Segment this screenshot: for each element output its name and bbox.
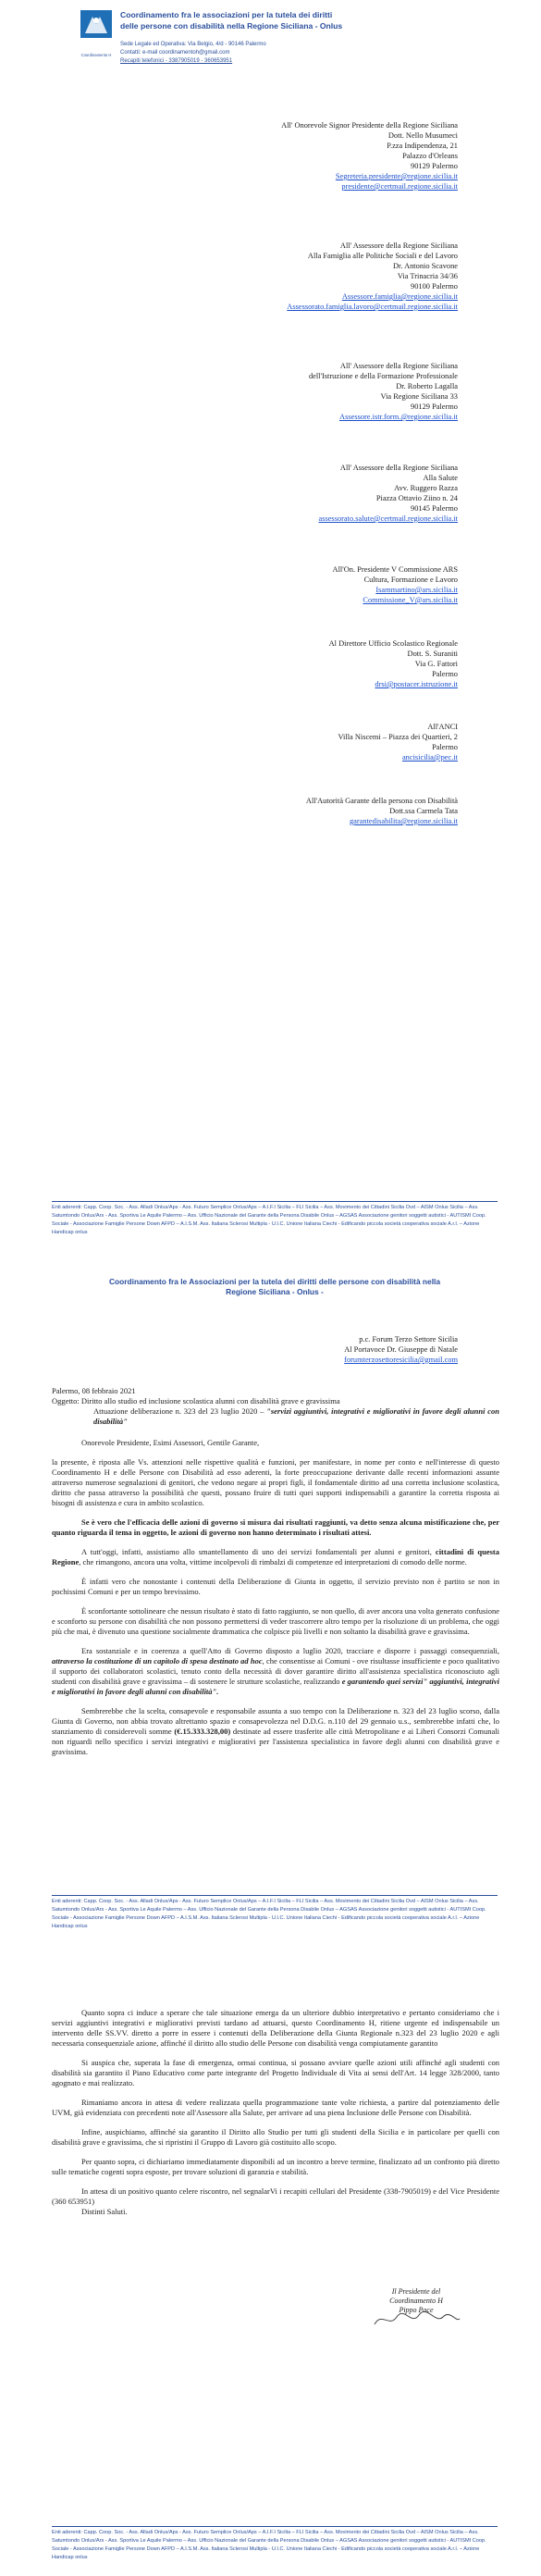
signature-title: Il Presidente del	[391, 2287, 441, 2296]
subject-line: Oggetto: Diritto allo studio ed inclusione scolastica alunni con disabilità grave e gravissima	[52, 1396, 340, 1406]
recipient-line: Palazzo d'Orleans	[402, 152, 458, 160]
paragraph-3c: , che rimangono, ancora una volta, vittime incolpevoli di rimbalzi di competenze ed interpretazioni di comodo delle norme.	[79, 1557, 467, 1567]
paragraph-13: In attesa di un positivo quanto celere riscontro, nel segnalarVi i recapiti cellulari del Presidente (338-7905019) e del Vice Presidente (360 653951)	[52, 2186, 499, 2206]
recipient-line: All' Assessore della Regione Siciliana	[339, 464, 458, 472]
letter-page-1	[0, 0, 541, 1258]
paragraph-9: Si auspica che, superata la fase di emergenza, ormai continua, si possano avviare quelle azioni utili affinché agli studenti con disabilità sia garantito il Piano Educativo come parte integrante del Progetto Individuale di Vita ai sensi dell'Art. 14 legge 328/2000, tanto agognato e mai realizzato.	[52, 2058, 499, 2087]
paragraph-6d: e garantendo quei servizi" aggiuntivi, integrativi e migliorativi in favore degli alunni con disabilità".	[52, 1677, 499, 1696]
contact-email[interactable]: Contatti: e-mail coordinamentoh@gmail.com	[120, 50, 230, 56]
recipient-email-link[interactable]: Commissione_V@ars.sicilia.it	[363, 596, 458, 604]
subject-detail-text: Attuazione deliberazione n. 323 del 23 luglio 2020 –	[93, 1406, 267, 1416]
recipient-line: All' Assessore della Regione Siciliana	[339, 362, 458, 370]
recipient-line: Palermo	[432, 743, 458, 751]
paragraph-6a: Era sostanziale e in coerenza a quell'Atto di Governo disposto a luglio 2020, tracciare e disporre i passaggi consequenziali,	[81, 1646, 499, 1655]
letter-body-part1	[52, 1386, 499, 1766]
recipient-line: All'Autorità Garante della persona con Disabilità	[305, 797, 458, 805]
recipient-line: Via Regione Siciliana 33	[380, 392, 458, 401]
recipient-email-link[interactable]: Segreteria.presidente@regione.sicilia.it	[335, 172, 458, 180]
recipient-line: All'On. Presidente V Commissione ARS	[332, 565, 458, 574]
paragraph-5: È sconfortante sottolineare che nessun risultato è stato di fatto raggiunto, se non quello, di aver ancora una volta generato confusione e sconforto su persone con disabilità che non possono permettersi di veder trascorrere altro tempo per la risoluzione di un problema, che oggi più che mai, è divenuto una questione socialmente drammatica che colpisce più livelli e non soltanto la disabilità grave e gravissima.	[52, 1606, 499, 1636]
paragraph-3	[52, 1547, 499, 1567]
footer-divider	[52, 1201, 498, 1202]
recipient-line: P.zza Indipendenza, 21	[387, 142, 458, 150]
recipient-block	[329, 638, 458, 689]
contact-phones: Recapiti telefonici - 3387905019 - 360653951	[120, 58, 233, 64]
cc-block	[344, 1334, 458, 1365]
signature-name: Pippo Pace	[399, 2306, 434, 2314]
recipient-line: 90145 Palermo	[411, 504, 458, 513]
page2-header-line1: Coordinamento fra le Associazioni per la tutela dei diritti delle persone con disabilità nella	[108, 1277, 441, 1286]
recipient-line: All' Assessore della Regione Siciliana	[339, 242, 458, 250]
page2-header-line2: Regione Siciliana - Onlus -	[226, 1287, 324, 1296]
recipient-email-link[interactable]: assessorato.salute@certmail.regione.sicilia.it	[318, 514, 458, 523]
paragraph-7a: Sembrerebbe che la scelta, consapevole e responsabile assunta a suo tempo con la Deliberazione n. 323 del 23 luglio scorso, dalla Giunta di Governo, non abbia trovato altrettanto spazio e consapevolezza nel D.D.G. n.110 del 29 gennaio u.s., sembrerebbe infatti che, lo stanziamento di considerevoli somme	[52, 1706, 499, 1736]
member-associations-footer-2: Enti aderenti: Capp. Coop. Soc. - Ass. Alladi Onlus/Aps - Ass. Futuro Semplice Onlus/Aps – A.I.F.I Sicilia – FLI Sicilia – Ass. Movimento dei Cittadini Sicilia Ovd – AISM Onlus Sicilia – Ass. Satumtondo Onlus/Ars - Ass. Sportiva Le Aquile Palermo – Ass. Ufficio Nazionale del Garante della Persona Disabile Onlus – AGSAS Associazione genitori soggetti autistici - AUTISMI Coop. Sociale - Associazione Famiglie Persone Down AFPD – A.I.S.M. Ass. Italiana Sclerosi Multipla - U.I.C. Unione Italiana Ciechi - Edificando piccola società cooperativa sociale A.r.l. – Azione Handicap onlus	[52, 1899, 486, 1929]
recipient-line: Cultura, Formazione e Lavoro	[363, 576, 458, 584]
subject-detail-quote: "servizi aggiuntivi, integrativi e migliorativi in favore degli alunni con disabilità"	[93, 1406, 499, 1426]
recipient-line: dell'Istruzione e della Formazione Professionale	[308, 372, 458, 380]
signature-block	[365, 2287, 467, 2315]
recipient-line: Alla Famiglia alle Politiche Sociali e del Lavoro	[307, 252, 458, 260]
signature-org: Coordinamento H	[389, 2297, 443, 2305]
member-associations-footer: Enti aderenti: Capp. Coop. Soc. - Ass. Alladi Onlus/Aps - Ass. Futuro Semplice Onlus/Aps – A.I.F.I Sicilia – FLI Sicilia – Ass. Movimento dei Cittadini Sicilia Ovd – AISM Onlus Sicilia – Ass. Satumtondo Onlus/Ars - Ass. Sportiva Le Aquile Palermo – Ass. Ufficio Nazionale del Garante della Persona Disabile Onlus – AGSAS Associazione genitori soggetti autistici - AUTISMI Coop. Sociale - Associazione Famiglie Persone Down AFPD – A.I.S.M. Ass. Italiana Sclerosi Multipla - U.I.C. Unione Italiana Ciechi - Edificando piccola società cooperativa sociale A.r.l. – Azione Handicap onlus	[52, 1205, 486, 1235]
footer-divider-3	[52, 2526, 498, 2527]
paragraph-6	[52, 1646, 499, 1697]
organization-address	[120, 41, 398, 66]
recipient-line: Al Direttore Ufficio Scolastico Regionale	[328, 639, 458, 648]
recipient-line: Dr. Antonio Scavone	[392, 262, 458, 270]
org-title-line1: Coordinamento fra le associazioni per la tutela dei diritti	[120, 10, 333, 19]
paragraph-3a: A tutt'oggi, infatti, assistiamo allo smantellamento di uno dei servizi fondamentali per alunni e genitori,	[81, 1547, 436, 1556]
recipient-line: Dott.ssa Carmela Tata	[389, 807, 458, 815]
letter-page-2	[0, 1258, 541, 2576]
recipient-block	[318, 463, 458, 524]
member-associations-footer-3: Enti aderenti: Capp. Coop. Soc. - Ass. Alladi Onlus/Aps - Ass. Futuro Semplice Onlus/Aps – A.I.F.I Sicilia – FLI Sicilia – Ass. Movimento dei Cittadini Sicilia Ovd – AISM Onlus Sicilia – Ass. Satumtondo Onlus/Ars - Ass. Sportiva Le Aquile Palermo – Ass. Ufficio Nazionale del Garante della Persona Disabile Onlus – AGSAS Associazione genitori soggetti autistici - AUTISMI Coop. Sociale - Associazione Famiglie Persone Down AFPD – A.I.S.M. Ass. Italiana Sclerosi Multipla - U.I.C. Unione Italiana Ciechi - Edificando piccola società cooperativa sociale A.r.l. – Azione Handicap onlus	[52, 2530, 486, 2560]
letterhead	[0, 0, 541, 109]
paragraph-8: Quanto sopra ci induce a sperare che tale situazione emerga da un ulteriore dubbio interpretativo e pertanto consideriamo che i servizi aggiuntivi integrativi e migliorativi previsti tardano ad attuarsi, questo Coordinamento H, ritiene urgente ed indispensabile un intervento delle SS.VV. diretto a porre in essere i contenuti della Deliberazione della Giunta Regionale n.323 del 23 luglio 2020 e agli necessaria consequenziale azione, affinché il diritto allo studio delle Persone con disabilità venga compiutamente garantito	[52, 2008, 499, 2048]
salutation: Onorevole Presidente, Esimi Assessori, Gentile Garante,	[81, 1438, 260, 1447]
recipient-line: Via Trinacria 34/36	[397, 272, 458, 280]
recipient-line: Palermo	[432, 670, 458, 678]
recipient-line: Dott. Nello Musumeci	[387, 131, 458, 140]
recipient-block	[338, 722, 459, 762]
recipient-line: Villa Niscemi – Piazza dei Quartieri, 2	[338, 733, 458, 741]
cc-email-link[interactable]: forumterzosettoresicilia@gmail.com	[344, 1356, 458, 1364]
recipient-email-link[interactable]: ancisicilia@pec.it	[401, 753, 458, 762]
recipient-email-link[interactable]: Assessore.istr.form.@regione.sicilia.it	[339, 413, 458, 421]
logo-caption: Coordinamento H	[80, 53, 112, 57]
recipient-email-link[interactable]: garantedisabilita@regione.sicilia.it	[349, 817, 458, 825]
paragraph-7	[52, 1706, 499, 1757]
letter-body-part2	[52, 2008, 499, 2217]
paragraph-3b: cittadini di questa Regione	[52, 1547, 499, 1567]
recipient-line: Dr. Roberto Lagalla	[396, 382, 458, 390]
recipient-email-link[interactable]: presidente@certmail.regione.sicilia.it	[341, 182, 458, 191]
organization-logo	[80, 9, 113, 57]
recipient-line: All' Onorevole Signor Presidente della Regione Siciliana	[281, 121, 458, 130]
letter-date: Palermo, 08 febbraio 2021	[52, 1386, 136, 1395]
recipient-line: 90100 Palermo	[411, 282, 458, 291]
page2-letterhead	[52, 1277, 498, 1297]
recipient-line: Avv. Ruggero Razza	[394, 484, 458, 492]
paragraph-7c: destinate ad essere trasferite alle città Metropolitane e ai Liberi Consorzi Comunali non riguardi nello specifico i servizi integrativi e migliorativi per l'assistenza specialistica in favore degli alunni con disabilità grave e gravissima.	[52, 1727, 499, 1756]
recipient-email-link[interactable]: Assessorato.famiglia.lavoro@certmail.regione.sicilia.it	[287, 303, 458, 311]
recipient-line: Piazza Ottavio Ziino n. 24	[375, 494, 458, 502]
recipient-line: All'ANCI	[427, 723, 458, 731]
cc-line1: p.c. Forum Terzo Settore Sicilia	[359, 1335, 458, 1344]
recipient-line: 90129 Palermo	[411, 162, 458, 170]
handwritten-signature-icon	[371, 2310, 463, 2330]
org-title-line2: delle persone con disabilità nella Regione Siciliana - Onlus	[120, 21, 343, 31]
recipient-block	[306, 796, 458, 826]
recipient-line: Via G. Fattori	[414, 660, 458, 668]
paragraph-7b: (€.15.333.328,00)	[174, 1727, 231, 1736]
recipient-line: Alla Salute	[423, 474, 458, 482]
recipient-email-link[interactable]: Assessore.famiglia@regione.sicilia.it	[341, 292, 458, 301]
cc-line2: Al Portavoce Dr. Giuseppe di Natale	[344, 1345, 458, 1354]
footer-divider-2	[52, 1895, 498, 1896]
paragraph-6c: , che consentisse ai Comuni - ove risultasse insufficiente e poco qualitativo il supporto dei collaboratori scolastici, tenuto conto della necessità di dover garantire diritto all'assistenza specialistica riconosciuto agli studenti con disabilità grave e gravissima – di sostenere le strutture scolastiche, realizzando	[52, 1656, 499, 1686]
paragraph-2: Se è vero che l'efficacia delle azioni di governo si misura dai risultati raggiunti, va detto senza alcuna mistificazione che, per quanto riguarda il tema in oggetto, le azioni di governo non hanno determinato i risultati attesi.	[52, 1517, 499, 1537]
paragraph-6b: attraverso la costituzione di un capitolo di spesa destinato ad hoc	[52, 1656, 263, 1666]
recipient-block	[287, 241, 458, 312]
organization-title	[120, 9, 407, 31]
recipient-line: 90129 Palermo	[411, 402, 458, 411]
recipient-block	[281, 120, 458, 192]
recipient-block	[309, 361, 458, 422]
paragraph-12: Per quanto sopra, ci dichiariamo immediatamente disponibili ad un incontro a breve termine, finalizzato ad un confronto più diretto sulle tematiche cogenti sopra esposte, per trovare soluzioni di garanzia e stabilità.	[52, 2157, 499, 2176]
paragraph-10: Rimaniamo ancora in attesa di vedere realizzata quella programmazione tante volte richiesta, a partire dal potenziamento delle UVM, già evidenziata con precedenti note all'Assessore alla Salute, per arrivare ad una piena Inclusione delle Persone con Disabilità.	[52, 2098, 499, 2117]
address-line: Sede Legale ed Operativa: Via Belgio, 4/d - 90146 Palermo	[120, 42, 266, 47]
paragraph-4: È infatti vero che nonostante i contenuti della Deliberazione di Giunta in oggetto, il servizio previsto non è partito se non in pochissimi Comuni e per un tempo brevissimo.	[52, 1577, 499, 1596]
recipient-email-link[interactable]: drsi@postacer.istruzione.it	[375, 680, 458, 688]
recipient-line: Dott. S. Suraniti	[407, 650, 458, 658]
paragraph-11: Infine, auspichiamo, affinché sia garantito il Diritto allo Studio per tutti gli studenti della Sicilia e in particolare per quelli con disabilità grave e gravissima, che si ripristini il Gruppo di Lavoro già costituito allo scopo.	[52, 2127, 499, 2147]
recipient-email-link[interactable]: Isammartino@ars.sicilia.it	[375, 586, 458, 594]
closing: Distinti Saluti.	[81, 2207, 128, 2216]
paragraph-1: la presente, è riposta alle Vs. attenzioni nelle rispettive qualità e funzioni, per manifestare, in nome per conto e nell'interesse di questo Coordinamento H e delle Persone con Disabilità ad esso aderenti, la forte preoccupazione derivante dalle recenti informazioni assunte attraverso numerose segnalazioni di genitori, che vedono negare ai propri figli, il fondamentale diritto ad una corretta inclusione scolastica, diritto che passa attraverso la possibilità che questi, possano fruire di tutti quei supporti indispensabili a garantire la corretta risposta ai bisogni di assistenza e cura in ambito scolastico.	[52, 1457, 499, 1507]
subject-detail	[52, 1406, 499, 1427]
recipient-block	[333, 564, 458, 605]
